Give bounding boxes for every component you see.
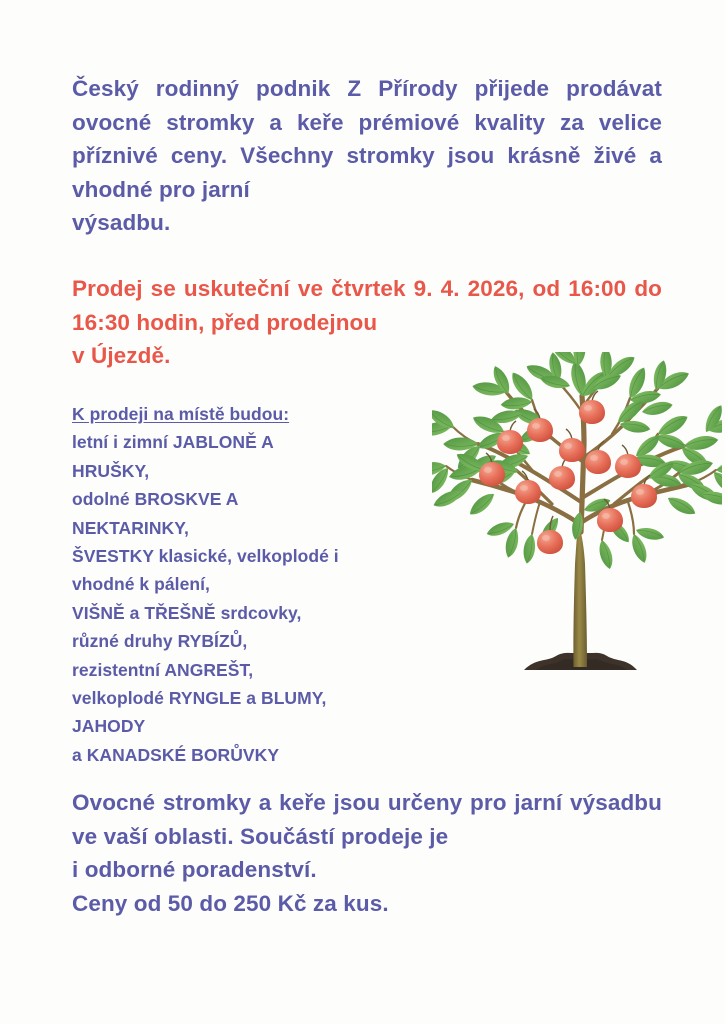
offer-list-item: letní i zimní JABLONĚ A bbox=[72, 432, 274, 453]
intro-paragraph bbox=[72, 72, 662, 240]
intro-line: kvality za velice příznivé ceny. Všechny bbox=[72, 109, 662, 168]
offer-list-item: a KANADSKÉ BORŮVKY bbox=[72, 744, 280, 765]
offer-list-item: odolné BROSKVE A bbox=[72, 489, 239, 510]
tree-trunk bbox=[573, 522, 587, 667]
offer-list-item: VIŠNĚ a TŘEŠNĚ srdcovky, bbox=[72, 602, 302, 623]
closing-line: i odborné poradenství. bbox=[72, 857, 317, 882]
intro-line: Český rodinný podnik Z Přírody přijede bbox=[72, 76, 550, 101]
closing-paragraph bbox=[72, 786, 662, 920]
date-notice-line: Prodej se uskuteční ve čtvrtek 9. 4. 2026, od bbox=[72, 276, 561, 301]
offer-list bbox=[72, 400, 442, 769]
offer-list-item: vhodné k pálení, bbox=[72, 574, 210, 595]
offer-list-item: rezistentní ANGREŠT, bbox=[72, 659, 254, 680]
offer-list-item: různé druhy RYBÍZŮ, bbox=[72, 631, 248, 652]
apple-tree-illustration bbox=[432, 352, 722, 682]
intro-line: prodávat ovocné stromky a keře prémiové bbox=[72, 76, 662, 135]
offer-list-item: JAHODY bbox=[72, 716, 146, 737]
closing-line: Ovocné stromky a keře jsou určeny pro jarní bbox=[72, 790, 563, 815]
offer-list-item: HRUŠKY, bbox=[72, 460, 150, 481]
intro-line: stromky jsou krásně živé a vhodné pro jarní bbox=[72, 143, 663, 202]
offer-list-heading: K prodeji na místě budou: bbox=[72, 404, 290, 424]
date-notice-line-last: v Újezdě. bbox=[72, 343, 171, 368]
offer-list-item: ŠVESTKY klasické, velkoplodé i bbox=[72, 546, 339, 567]
closing-price-line: Ceny od 50 do 250 Kč za kus. bbox=[72, 890, 389, 916]
date-notice-line: 16:00 do 16:30 hodin, před prodejnou bbox=[72, 276, 663, 335]
closing-line: výsadbu ve vaší oblasti. Součástí prodeje je bbox=[72, 790, 662, 849]
offer-list-item: velkoplodé RYNGLE a BLUMY, bbox=[72, 688, 327, 709]
intro-line-last: výsadbu. bbox=[72, 210, 171, 235]
offer-list-item: NEKTARINKY, bbox=[72, 517, 189, 538]
